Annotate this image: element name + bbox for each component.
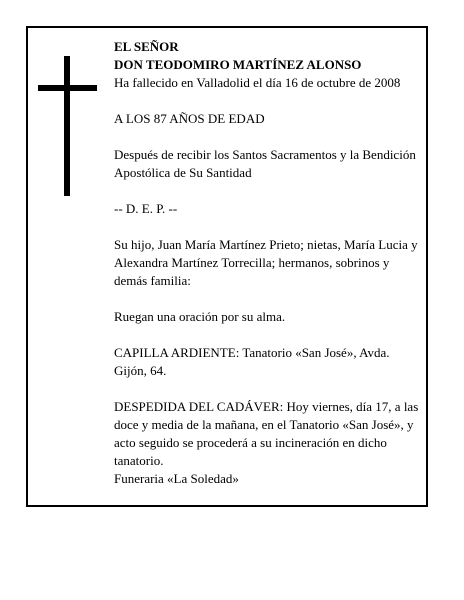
obituary-text — [114, 38, 420, 488]
deceased-name: DON TEODOMIRO MARTÍNEZ ALONSO — [114, 57, 362, 72]
funeral-home: Funeraria «La Soledad» — [114, 471, 239, 486]
family-list: Su hijo, Juan María Martínez Prieto; nietas, María Lucia y Alexandra Martínez Torrecilla; hermanos, sobrinos y demás familia: — [114, 237, 418, 288]
cross-horizontal-bar — [38, 85, 97, 91]
sacraments-statement: Después de recibir los Santos Sacramentos y la Bendición Apostólica de Su Santidad — [114, 147, 416, 180]
death-statement: Ha fallecido en Valladolid el día 16 de octubre de 2008 — [114, 75, 401, 90]
cross-vertical-bar — [64, 56, 70, 196]
title-line-1: EL SEÑOR — [114, 39, 179, 54]
chapel-info: CAPILLA ARDIENTE: Tanatorio «San José», Avda. Gijón, 64. — [114, 345, 390, 378]
farewell-info: DESPEDIDA DEL CADÁVER: Hoy viernes, día 17, a las doce y media de la mañana, en el Tanatorio «San José», y acto seguido se procederá a su incineración en dicho tanatorio. — [114, 399, 419, 468]
rip-line: -- D. E. P. -- — [114, 201, 178, 216]
prayer-request: Ruegan una oración por su alma. — [114, 309, 286, 324]
age-statement: A LOS 87 AÑOS DE EDAD — [114, 111, 265, 126]
